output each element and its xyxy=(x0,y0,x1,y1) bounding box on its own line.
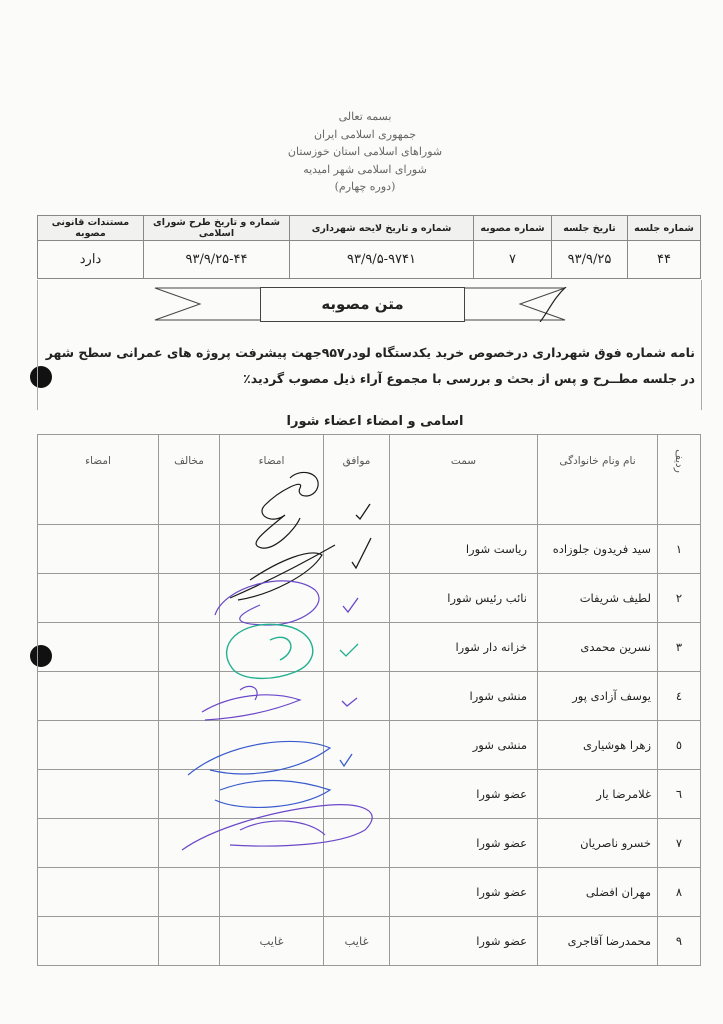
member-role: نائب رئیس شورا xyxy=(390,574,538,623)
member-oppose xyxy=(159,721,220,770)
member-oppose xyxy=(159,868,220,917)
member-row xyxy=(38,574,701,623)
member-agree: غایب xyxy=(324,917,390,966)
member-name: لطیف شریفات xyxy=(538,574,658,623)
meta-header-bill-no-date: شماره و تاریخ لایحه شهرداری xyxy=(290,216,474,241)
member-row xyxy=(38,819,701,868)
header-line-term: (دوره چهارم) xyxy=(334,180,396,193)
meta-header-session-date: تاریخ جلسه xyxy=(552,216,628,241)
member-name: یوسف آزادی پور xyxy=(538,672,658,721)
member-signature xyxy=(220,574,324,623)
member-row xyxy=(38,721,701,770)
header-line-council: شورای اسلامی شهر امیدیه xyxy=(303,162,427,176)
member-name: نسرین محمدی xyxy=(538,623,658,672)
member-idx: ٦ xyxy=(658,770,701,819)
member-oppose xyxy=(159,623,220,672)
member-oppose xyxy=(159,672,220,721)
member-row xyxy=(38,770,701,819)
meta-session-date: ۹۳/۹/۲۵ xyxy=(552,241,628,279)
meta-header-legal-docs: مستندات قانونی مصوبه xyxy=(38,216,144,241)
member-agree xyxy=(324,672,390,721)
member-name: زهرا هوشیاری xyxy=(538,721,658,770)
member-role: منشی شورا xyxy=(390,672,538,721)
member-agree xyxy=(324,868,390,917)
meta-header-plan-no-date: شماره و تاریخ طرح شورای اسلامی xyxy=(144,216,290,241)
member-role: عضو شورا xyxy=(390,819,538,868)
col-header-signature2: امضاء xyxy=(38,435,159,525)
member-name: غلامرضا یار xyxy=(538,770,658,819)
member-role: عضو شورا xyxy=(390,917,538,966)
member-idx: ۱ xyxy=(658,525,701,574)
member-signature: غایب xyxy=(220,917,324,966)
member-signature2 xyxy=(38,770,159,819)
member-idx: ۲ xyxy=(658,574,701,623)
member-agree xyxy=(324,819,390,868)
member-signature xyxy=(220,819,324,868)
member-agree xyxy=(324,525,390,574)
member-rows xyxy=(38,525,701,966)
member-row xyxy=(38,672,701,721)
col-header-name: نام ونام خانوادگی xyxy=(538,435,658,525)
member-row xyxy=(38,868,701,917)
member-idx: ۷ xyxy=(658,819,701,868)
member-agree xyxy=(324,721,390,770)
member-name: محمدرضا آقاجری xyxy=(538,917,658,966)
member-signature xyxy=(220,868,324,917)
member-oppose xyxy=(159,770,220,819)
member-signature2 xyxy=(38,574,159,623)
member-signature xyxy=(220,770,324,819)
member-oppose xyxy=(159,525,220,574)
member-signature xyxy=(220,525,324,574)
member-oppose xyxy=(159,917,220,966)
member-row xyxy=(38,623,701,672)
header-line-country: جمهوری اسلامی ایران xyxy=(313,127,417,141)
member-role: عضو شورا xyxy=(390,770,538,819)
member-oppose xyxy=(159,819,220,868)
member-idx: ٤ xyxy=(658,672,701,721)
member-signature xyxy=(220,672,324,721)
member-row xyxy=(38,917,701,966)
member-signature2 xyxy=(38,721,159,770)
member-signature2 xyxy=(38,819,159,868)
member-role: منشی شور xyxy=(390,721,538,770)
member-row xyxy=(38,525,701,574)
member-idx: ۸ xyxy=(658,868,701,917)
member-signature2 xyxy=(38,868,159,917)
resolution-text-title: متن مصوبه xyxy=(260,287,465,322)
member-name: خسرو ناصریان xyxy=(538,819,658,868)
member-oppose xyxy=(159,574,220,623)
meta-session-no: ۴۴ xyxy=(628,241,701,279)
member-signature2 xyxy=(38,623,159,672)
member-name: سید فریدون جلوزاده xyxy=(538,525,658,574)
col-header-signature: امضاء xyxy=(220,435,324,525)
member-role: ریاست شورا xyxy=(390,525,538,574)
members-table xyxy=(37,434,701,966)
member-idx: ٥ xyxy=(658,721,701,770)
letterhead xyxy=(240,108,490,196)
member-name: مهران افضلی xyxy=(538,868,658,917)
member-signature2 xyxy=(38,525,159,574)
header-line-basmala: بسمه تعالی xyxy=(338,110,392,123)
header-line-province: شوراهای اسلامی استان خوزستان xyxy=(287,145,443,158)
member-agree xyxy=(324,623,390,672)
meta-header-resolution-no: شماره مصوبه xyxy=(474,216,552,241)
meta-resolution-no: ۷ xyxy=(474,241,552,279)
member-signature2 xyxy=(38,917,159,966)
member-agree xyxy=(324,574,390,623)
col-header-role: سمت xyxy=(390,435,538,525)
member-agree xyxy=(324,770,390,819)
member-signature xyxy=(220,721,324,770)
meta-plan-no-date: ۹۳/۹/۲۵-۴۴ xyxy=(144,241,290,279)
member-signature xyxy=(220,623,324,672)
resolution-meta-table xyxy=(37,215,701,279)
col-header-oppose: مخالف xyxy=(159,435,220,525)
members-title: اسامی و امضاء اعضاء شورا xyxy=(286,414,464,429)
member-role: خزانه دار شورا xyxy=(390,623,538,672)
meta-legal-docs: دارد xyxy=(38,241,144,279)
member-idx: ۳ xyxy=(658,623,701,672)
col-header-agree: موافق xyxy=(324,435,390,525)
meta-bill-no-date: ۹۳/۹/۵-۹۷۴۱ xyxy=(290,241,474,279)
meta-header-session-no: شماره جلسه xyxy=(628,216,701,241)
member-idx: ۹ xyxy=(658,917,701,966)
member-signature2 xyxy=(38,672,159,721)
resolution-body-text: نامه شماره فوق شهرداری درخصوص خرید یکدستگاه لودر۹۵۷جهت پیشرفت پروژه های عمرانی سطح شهر در جلسه مطــرح و پس از بحث و بررسی با مجموع آراء ذیل مصوب گردید٪ xyxy=(45,345,695,386)
col-header-idx: ردیف xyxy=(658,435,701,525)
member-role: عضو شورا xyxy=(390,868,538,917)
